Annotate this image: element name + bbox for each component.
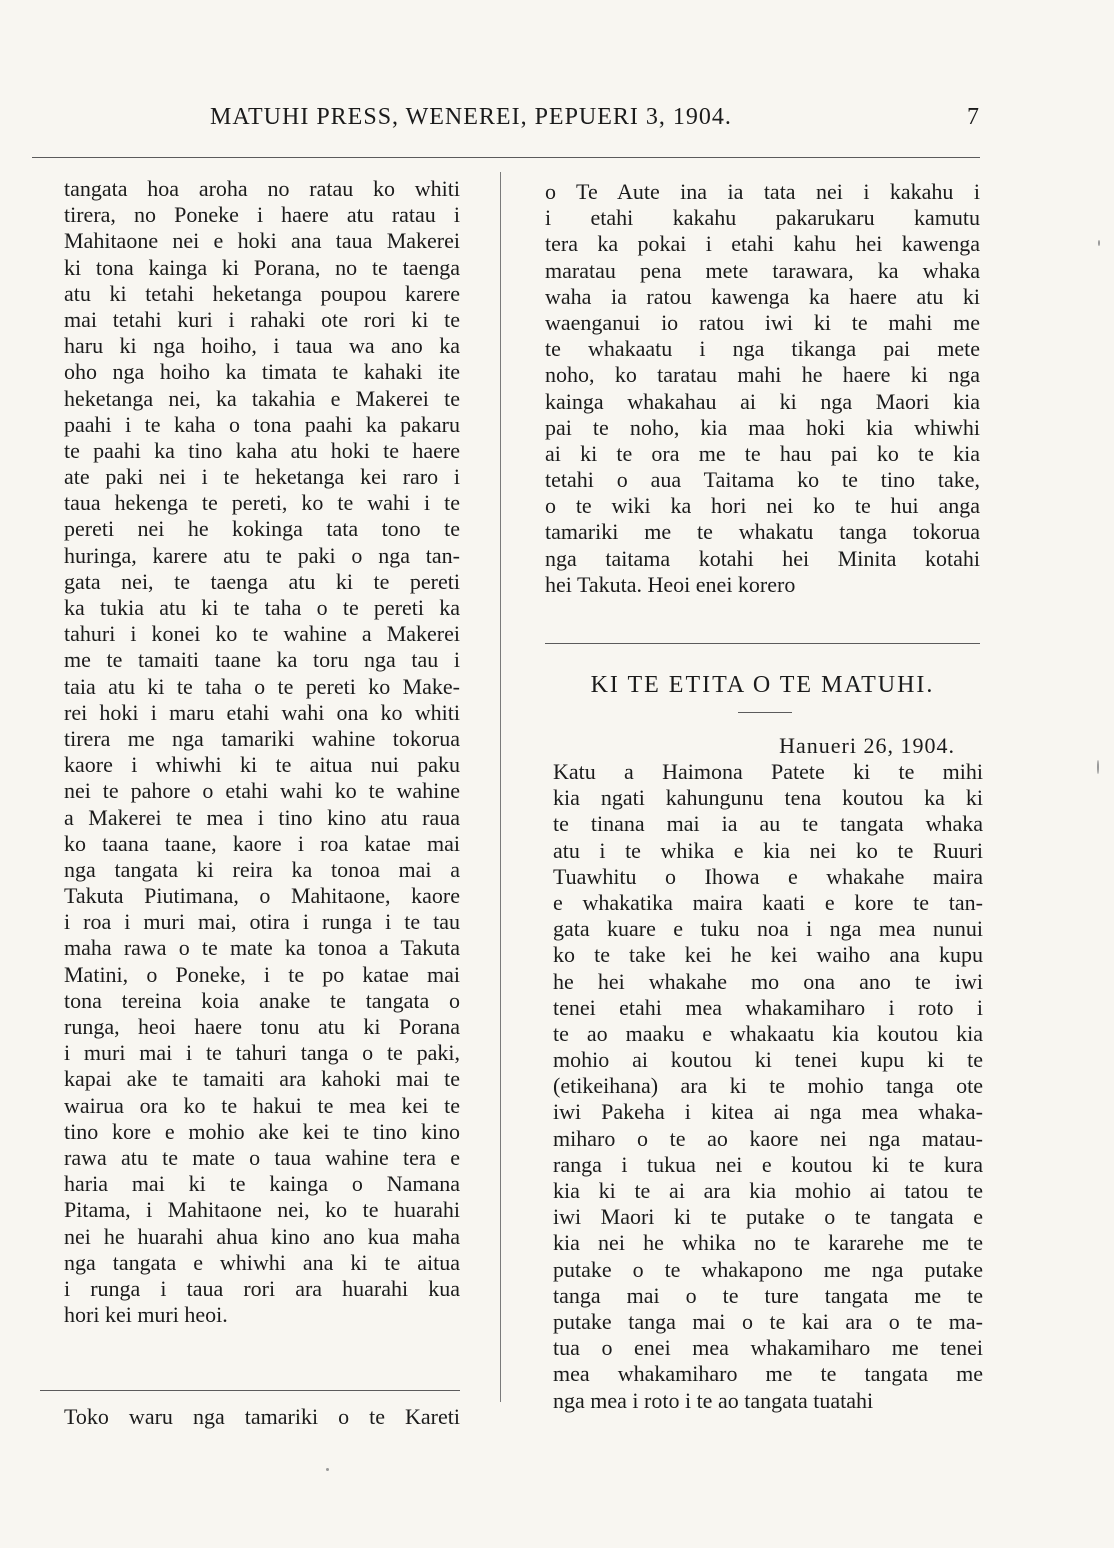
text-line: tanga mai o te ture tangata me te — [553, 1282, 983, 1308]
text-line: nga tangata e whiwhi ana ki te aitua — [64, 1249, 460, 1275]
text-line: Pitama, i Mahitaone nei, ko te huarahi — [64, 1197, 460, 1223]
text-line: haria mai ki te kainga o Namana — [64, 1171, 460, 1197]
text-line: hei Takuta. Heoi enei korero — [545, 571, 796, 597]
text-line: Mahitaone nei e hoki ana taua Makerei — [64, 228, 460, 254]
text-line: tangata hoa aroha no ratau ko whiti — [64, 176, 460, 201]
print-speck — [1098, 240, 1100, 246]
text-line: nei te pahore o etahi wahi ko te wahine — [64, 778, 460, 804]
text-line: tirera me nga tamariki wahine tokorua — [64, 725, 460, 751]
text-line: ai ki te ora me te hau pai ko te kia — [545, 440, 980, 466]
text-line: maha rawa o te mate ka tonoa a Takuta — [64, 935, 460, 961]
left-column-next-paragraph: Toko waru nga tamariki o te Kareti — [64, 1404, 460, 1429]
heading-short-rule — [738, 712, 792, 713]
text-line: tua o enei mea whakamiharo me tenei — [553, 1335, 983, 1361]
text-line: tona tereina koia anake te tangata o — [64, 987, 460, 1013]
section-rule — [545, 643, 980, 644]
text-line: tirera, no Poneke i haere atu ratau i — [64, 202, 460, 228]
text-line: te paahi ka tino kaha atu hoki te haere — [64, 437, 460, 463]
text-line: Tuawhitu o Ihowa e whakahe maira — [553, 863, 983, 889]
text-line: ka tukia atu ki te taha o te pereti ka — [64, 595, 460, 620]
text-line: Matini, o Poneke, i te po katae mai — [64, 961, 460, 987]
header-rule — [32, 157, 980, 158]
text-line: ranga i tukua nei e koutou ki te kura — [553, 1151, 983, 1177]
text-line: o te wiki ka hori nei ko te hui anga — [545, 493, 980, 519]
text-line: noho, ko taratau mahi he haere ki nga — [545, 362, 980, 388]
text-line: atu ki tetahi heketanga poupou karere — [64, 280, 460, 306]
text-line: te whakaatu i nga tikanga pai mete — [545, 336, 980, 362]
text-line: he hei whakahe mo ona ano te iwi — [553, 968, 983, 994]
text-line: mea whakamiharo me te tangata me — [553, 1361, 983, 1387]
text-line: oho nga hoiho ka timata te kahaki ite — [64, 359, 460, 385]
text-line: mohio ai koutou ki tenei kupu ki te — [553, 1047, 983, 1073]
text-line: tino kore e mohio ake kei te tino kino — [64, 1118, 460, 1144]
text-line: tahuri i konei ko te wahine a Makerei — [64, 621, 460, 647]
text-line: miharo o te ao kaore nei nga matau- — [553, 1125, 983, 1151]
text-line: pereti nei he kokinga tata tono te — [64, 516, 460, 542]
text-line: i roa i muri mai, otira i runga i te tau — [64, 909, 460, 935]
column-divider — [500, 172, 501, 1402]
text-line: Katu a Haimona Patete ki te mihi — [553, 759, 983, 784]
right-column-text — [545, 179, 980, 598]
letter-body-text — [553, 759, 983, 1414]
print-speck — [326, 1468, 329, 1471]
text-line: wairua ora ko te hakui te mea kei te — [64, 1092, 460, 1118]
text-line: te ao maaku e whakaatu kia koutou kia — [553, 1020, 983, 1046]
text-line: nga taitama kotahi hei Minita kotahi — [545, 545, 980, 571]
text-line: tenei etahi mea whakamiharo i roto i — [553, 994, 983, 1020]
text-line: heketanga nei, ka takahia e Makerei te — [64, 385, 460, 411]
text-line: taua hekenga te pereti, ko te wahi i te — [64, 490, 460, 516]
text-line: tetahi o aua Taitama ko te tino take, — [545, 467, 980, 493]
text-line: pai te noho, kia maa hoki kia whiwhi — [545, 414, 980, 440]
text-line: a Makerei te mea i tino kino atu raua — [64, 804, 460, 830]
text-line: ki tona kainga ki Porana, no te taenga — [64, 254, 460, 280]
print-speck — [1097, 760, 1099, 774]
letter-date: Hanueri 26, 1904. — [779, 733, 955, 758]
text-line: kia nei he whika no te kararehe me te — [553, 1230, 983, 1256]
text-line: maratau pena mete tarawara, ka whaka — [545, 257, 980, 283]
text-line: ko te take kei he kei waiho ana kupu — [553, 942, 983, 968]
text-line: waha ia ratou kawenga ka haere atu ki — [545, 283, 980, 309]
text-line: iwi Maori ki te putake o te tangata e — [553, 1204, 983, 1230]
masthead-title: MATUHI PRESS, WENEREI, PEPUERI 3, 1904. — [210, 104, 732, 130]
page-number: 7 — [967, 104, 980, 130]
text-line: i runga i taua rori ara huarahi kua — [64, 1275, 460, 1301]
text-line: runga, heoi haere tonu atu ki Porana — [64, 1014, 460, 1039]
text-line: hori kei muri heoi. — [64, 1302, 228, 1328]
text-line: paahi i te kaha o tona paahi ka pakaru — [64, 411, 460, 437]
text-line: rei hoki i maru etahi wahi ona ko whiti — [64, 699, 460, 725]
text-line: te tinana mai ia au te tangata whaka — [553, 811, 983, 837]
text-line: nga tangata ki reira ka tonoa mai a — [64, 856, 460, 882]
text-line: iwi Pakeha i kitea ai nga mea whaka- — [553, 1099, 983, 1125]
text-line: waenganui io ratou iwi ki te mahi me — [545, 309, 980, 335]
text-line: nga mea i roto i te ao tangata tuatahi — [553, 1387, 874, 1413]
left-column-end-rule — [40, 1390, 460, 1391]
page-header — [210, 104, 980, 136]
letter-heading: KI TE ETITA O TE MATUHI. — [590, 672, 935, 698]
text-line: i etahi kakahu pakarukaru kamutu — [545, 205, 980, 231]
text-line: kainga whakahau ai ki nga Maori kia — [545, 388, 980, 414]
text-line: gata kuare e tuku noa i nga mea nunui — [553, 916, 983, 942]
text-line: tera ka pokai i etahi kahu hei kawenga — [545, 231, 980, 257]
text-line: taia atu ki te taha o te pereti ko Make- — [64, 673, 460, 699]
text-line: ko taana taane, kaore i roa katae mai — [64, 830, 460, 856]
text-line: huringa, karere atu te paki o nga tan- — [64, 542, 460, 568]
text-line: putake o te whakapono me nga putake — [553, 1256, 983, 1282]
left-column-text — [64, 176, 460, 1328]
text-line: kia ki te ai ara kia mohio ai tatou te — [553, 1178, 983, 1203]
text-line: o Te Aute ina ia tata nei i kakahu i — [545, 179, 980, 204]
text-line: Takuta Piutimana, o Mahitaone, kaore — [64, 883, 460, 909]
text-line: i muri mai i te tahuri tanga o te paki, — [64, 1040, 460, 1066]
text-line: rawa atu te mate o taua wahine tera e — [64, 1144, 460, 1170]
text-line: haru ki nga hoiho, i taua wa ano ka — [64, 333, 460, 359]
text-line: e whakatika maira kaati e kore te tan- — [553, 889, 983, 915]
text-line: putake tanga mai o te kai ara o te ma- — [553, 1308, 983, 1334]
text-line: me te tamaiti taane ka toru nga tau i — [64, 647, 460, 673]
text-line: kia ngati kahungunu tena koutou ka ki — [553, 785, 983, 811]
text-line: kaore i whiwhi ki te aitua nui paku — [64, 752, 460, 778]
text-line: atu i te whika e kia nei ko te Ruuri — [553, 837, 983, 863]
text-line: kapai ake te tamaiti ara kahoki mai te — [64, 1066, 460, 1092]
text-line: nei he huarahi ahua kino ano kua maha — [64, 1223, 460, 1249]
text-line: ate paki nei i te heketanga kei raro i — [64, 464, 460, 490]
text-line: gata nei, te taenga atu ki te pereti — [64, 568, 460, 594]
text-line: mai tetahi kuri i rahaki ote rori ki te — [64, 306, 460, 332]
text-line: tamariki me te whakatu tanga tokorua — [545, 519, 980, 545]
text-line: (etikeihana) ara ki te mohio tanga ote — [553, 1073, 983, 1099]
